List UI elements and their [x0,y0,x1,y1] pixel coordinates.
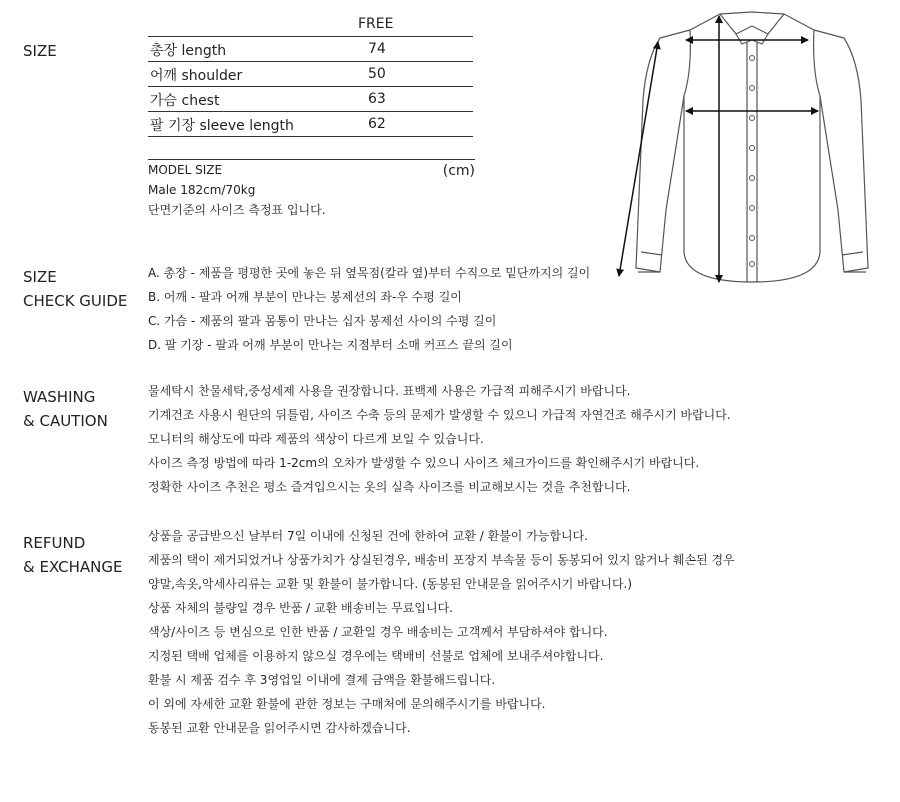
washing-title-line: & CAUTION [23,412,108,430]
size-check-guide-title [23,265,127,313]
refund-line: 상품을 공급받으신 날부터 7일 이내에 신청된 건에 한하여 교환 / 환불이 가능합니다. [148,529,588,543]
model-size-title: MODEL SIZE [148,163,223,177]
size-row-value: 50 [368,66,386,82]
washing-line: 물세탁시 찬물세탁,중성세제 사용을 권장합니다. 표백제 사용은 가급적 피해주시기 바랍니다. [148,384,631,398]
refund-line: 색상/사이즈 등 변심으로 인한 반품 / 교환일 경우 배송비는 고객께서 부담하셔야 합니다. [148,625,608,639]
size-table-header [148,14,473,37]
size-row-value: 74 [368,41,386,57]
refund-exchange-text [148,524,735,740]
refund-line: 환불 시 제품 검수 후 3영업일 이내에 결제 금액을 환불해드립니다. [148,673,496,687]
size-row [148,62,473,87]
refund-line: 지정된 택배 업체를 이용하지 않으실 경우에는 택배비 선불로 업체에 보내주셔야합니다. [148,649,604,663]
guide-line: A. 총장 - 제품을 평평한 곳에 놓은 뒤 옆목점(칼라 옆)부터 수직으로 밑단까지의 길이 [148,266,591,280]
size-row [148,37,473,62]
shirt-measurement-diagram [600,0,890,295]
measurement-arrows [619,16,818,282]
size-row-label: 가슴 chest [150,93,220,109]
refund-line: 동봉된 교환 안내문을 읽어주시면 감사하겠습니다. [148,721,411,735]
sleeve-arrow [619,42,658,276]
guide-line: D. 팔 기장 - 팔과 어깨 부분이 만나는 지점부터 소매 커프스 끝의 길이 [148,338,513,352]
shirt-buttons [750,56,755,267]
size-row-label: 팔 기장 sleeve length [150,118,294,134]
unit-label: (cm) [442,163,475,179]
washing-line: 사이즈 측정 방법에 따라 1-2cm의 오차가 발생할 수 있으니 사이즈 체크가이드를 확인해주시기 바랍니다. [148,456,700,470]
guide-title-line: CHECK GUIDE [23,292,128,310]
size-row-label: 총장 length [150,43,227,59]
size-row [148,112,473,137]
size-title-line: SIZE [23,42,57,60]
model-size-line: 단면기준의 사이즈 측정표 입니다. [148,203,326,217]
size-row-value: 63 [368,91,386,107]
washing-caution-text [148,379,731,499]
refund-exchange-title [23,531,122,579]
size-section-title [23,39,57,63]
guide-line: B. 어깨 - 팔과 어깨 부분이 만나는 봉제선의 좌-우 수평 길이 [148,290,462,304]
size-table [148,14,473,137]
washing-line: 모니터의 해상도에 따라 제품의 색상이 다르게 보일 수 있습니다. [148,432,484,446]
size-row-value: 62 [368,116,386,132]
washing-caution-title [23,385,108,433]
refund-line: 제품의 택이 제거되었거나 상품가치가 상실된경우, 배송비 포장지 부속물 등이 동봉되어 있지 않거나 훼손된 경우 [148,553,735,567]
model-size-info [148,159,475,220]
refund-title-line: & EXCHANGE [23,558,123,576]
guide-line: C. 가슴 - 제품의 팔과 몸통이 만나는 십자 봉제선 사이의 수평 길이 [148,314,497,328]
size-row [148,87,473,112]
refund-title-line: REFUND [23,534,86,552]
size-check-guide-text [148,261,590,357]
refund-line: 이 외에 자세한 교환 환불에 관한 정보는 구매처에 문의해주시기를 바랍니다. [148,697,546,711]
refund-line: 양말,속옷,악세사리류는 교환 및 환불이 불가합니다. (동봉된 안내문을 읽어주시기 바랍니다.) [148,577,633,591]
washing-line: 기계건조 사용시 원단의 뒤틀림, 사이즈 수축 등의 문제가 발생할 수 있으니 가급적 자연건조 해주시기 바랍니다. [148,408,731,422]
washing-line: 정확한 사이즈 추천은 평소 즐겨입으시는 옷의 실측 사이즈를 비교해보시는 것을 추천합니다. [148,480,631,494]
guide-title-line: SIZE [23,268,57,286]
size-row-label: 어깨 shoulder [150,68,243,84]
washing-title-line: WASHING [23,388,96,406]
refund-line: 상품 자체의 불량일 경우 반품 / 교환 배송비는 무료입니다. [148,601,453,615]
model-size-line: Male 182cm/70kg [148,183,256,197]
size-column-header: FREE [358,16,394,32]
